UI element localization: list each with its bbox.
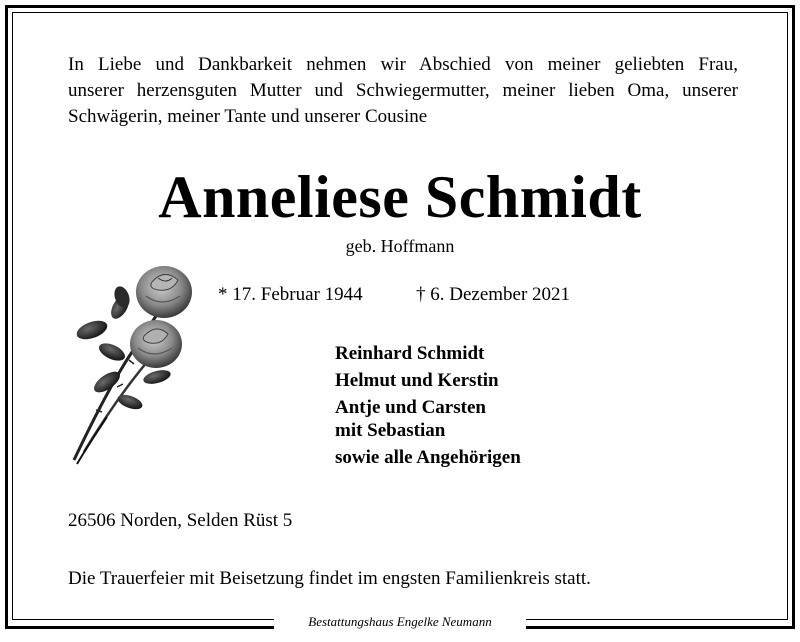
intro-line: unserer herzensguten Mutter und Schwiegermutter, meiner lieben Oma, unserer	[68, 80, 738, 101]
birth-name: geb. Hoffmann	[345, 236, 455, 256]
mourner: mit Sebastian	[335, 420, 446, 441]
footer-divider-left	[12, 626, 274, 628]
intro-text	[68, 52, 738, 130]
footer-divider-right	[526, 626, 788, 628]
ceremony-note: Die Trauerfeier mit Beisetzung findet im engsten Familienkreis statt.	[68, 568, 591, 589]
birth-date: * 17. Februar 1944	[218, 284, 363, 305]
mourner: Reinhard Schmidt	[335, 343, 485, 364]
intro-line: Schwägerin, meiner Tante und unserer Cousine	[68, 106, 428, 127]
rose-icon	[62, 252, 212, 472]
death-date: † 6. Dezember 2021	[416, 284, 571, 305]
mourner: sowie alle Angehörigen	[335, 447, 521, 468]
intro-line: In Liebe und Dankbarkeit nehmen wir Abschied von meiner geliebten Frau,	[68, 54, 738, 75]
mourner: Helmut und Kerstin	[335, 370, 499, 391]
mourners-list	[335, 342, 521, 473]
deceased-name: Anneliese Schmidt	[158, 164, 642, 230]
funeral-home: Bestattungshaus Engelke Neumann	[274, 614, 526, 630]
address: 26506 Norden, Selden Rüst 5	[68, 510, 293, 531]
mourner: Antje und Carsten	[335, 397, 486, 418]
